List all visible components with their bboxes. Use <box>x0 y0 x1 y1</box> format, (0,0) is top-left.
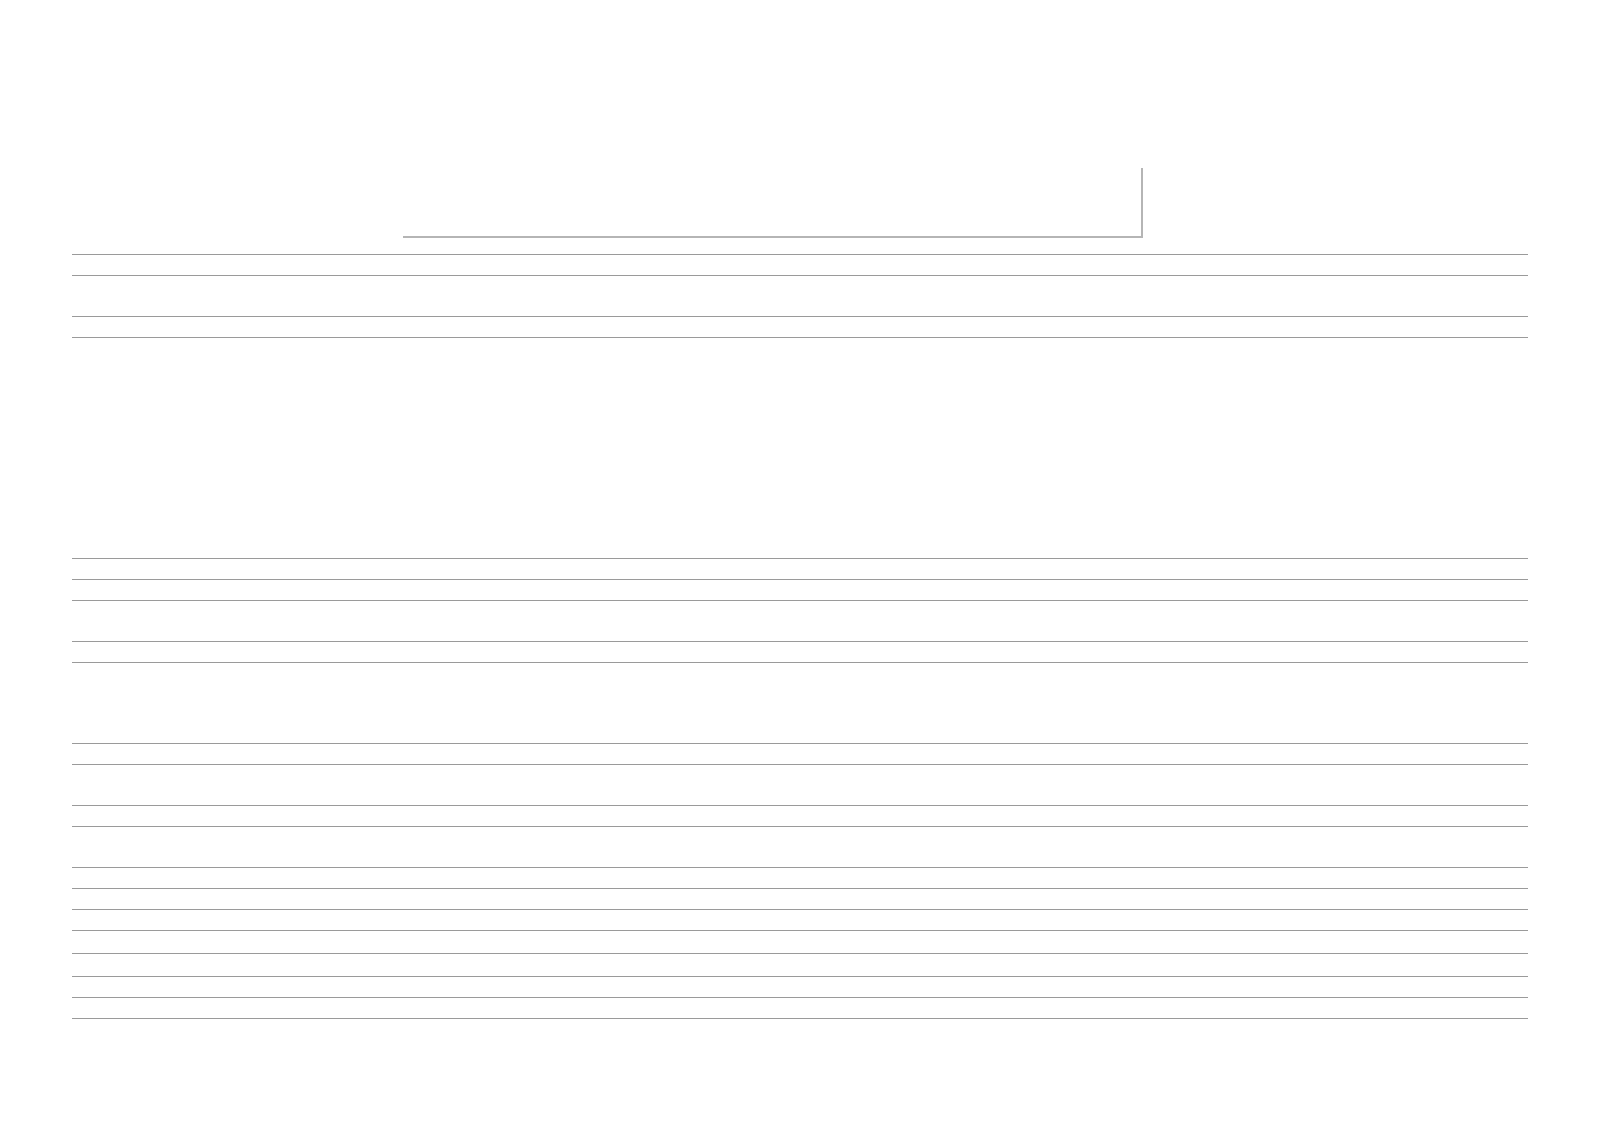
part-b-column-header-row <box>72 805 1528 827</box>
table-row <box>72 478 1528 498</box>
part-b-label-row <box>72 765 1528 785</box>
part-a-income-label-row <box>72 621 1528 641</box>
table-row <box>72 438 1528 458</box>
part-a-label-row <box>72 601 1528 621</box>
section-1-sub-row-1 <box>72 276 1528 296</box>
section-1-total-row <box>72 558 1528 580</box>
table-row <box>72 338 1528 358</box>
table-row <box>72 931 1528 954</box>
table-row <box>72 827 1528 847</box>
budget-table <box>72 254 1528 1019</box>
table-row <box>72 398 1528 418</box>
table-row <box>72 723 1528 743</box>
part-a-total-row <box>72 743 1528 765</box>
table-row <box>72 538 1528 558</box>
table-row <box>72 847 1528 867</box>
table-row <box>72 458 1528 478</box>
grand-total-row <box>72 998 1528 1019</box>
part-a-column-header-row <box>72 641 1528 663</box>
part-b-total-row <box>72 867 1528 889</box>
part-c-column-header-row <box>72 910 1528 931</box>
part-b-income-label-row <box>72 785 1528 805</box>
section-2-title-row <box>72 580 1528 601</box>
table-row <box>72 703 1528 723</box>
table-row <box>72 683 1528 703</box>
spacer-row <box>72 977 1528 998</box>
part-c-title-row <box>72 889 1528 910</box>
part-c-total-row <box>72 954 1528 977</box>
table-row <box>72 418 1528 438</box>
table-row <box>72 498 1528 518</box>
table-row <box>72 358 1528 378</box>
title-box <box>403 168 1143 238</box>
section-1-title-row <box>72 254 1528 276</box>
section-1-column-header-row <box>72 316 1528 338</box>
table-row <box>72 518 1528 538</box>
section-1-sub-row-2 <box>72 296 1528 316</box>
table-row <box>72 378 1528 398</box>
table-row <box>72 663 1528 683</box>
